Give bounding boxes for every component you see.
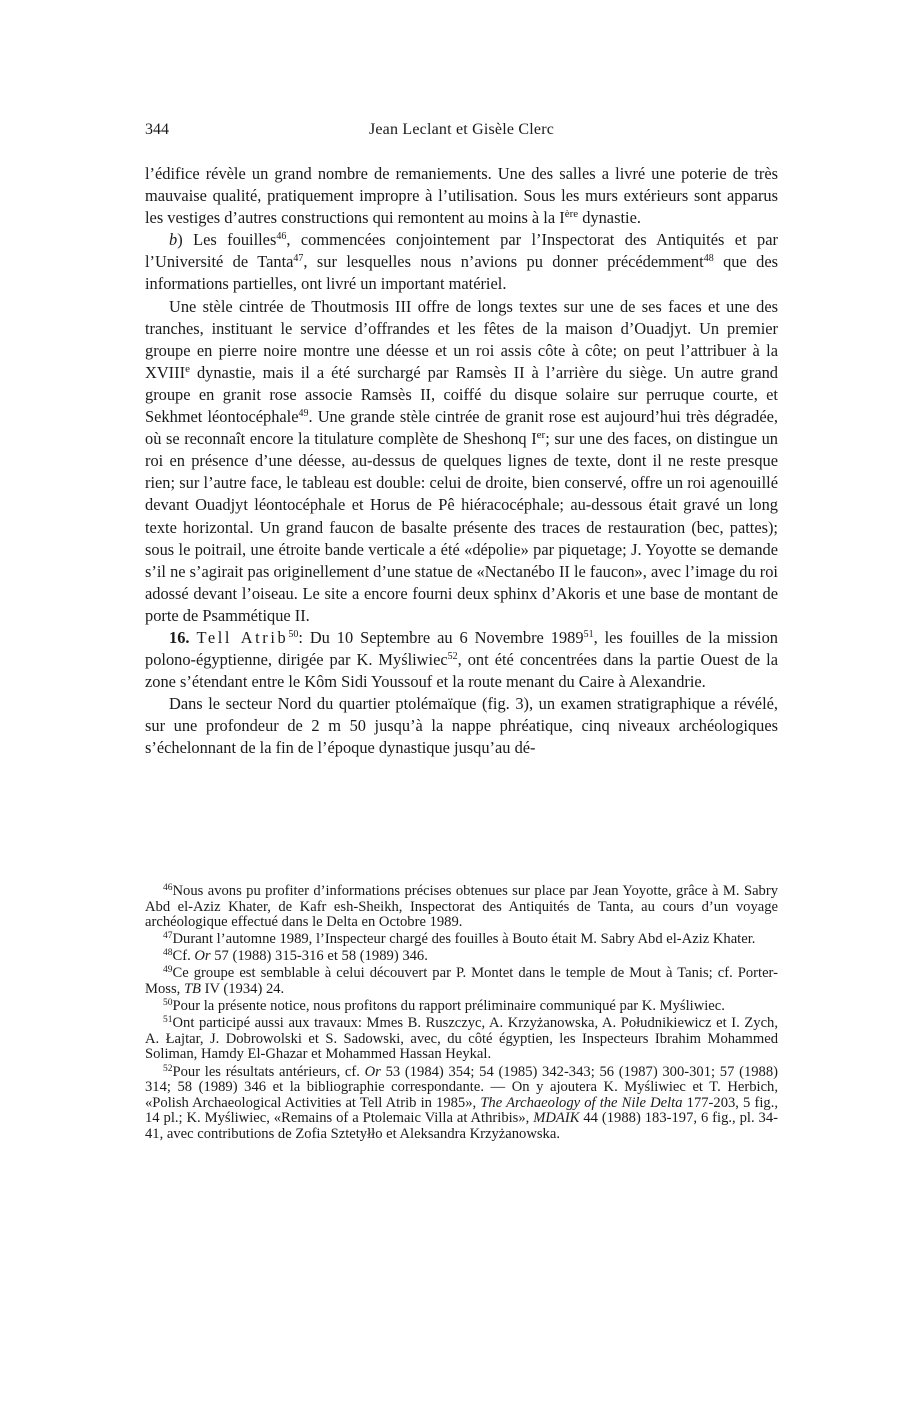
footnote-number: 50 (163, 998, 173, 1009)
paragraph-4: 16. Tell Atrib$^{50}$: Du 10 Septembre au 6 Novembre 1989$^{51}$, les fouilles de la mission polono-égyptienne, dirigée par K. Myśliwiec$^{52}$, ont été concentrées dans la partie Ouest de la zone s’étendant entre le Kôm Sidi Youssouf et la route menant du Caire à Alexandrie. (145, 627, 778, 692)
footnotes (145, 884, 778, 1144)
journal-title: The Archaeology of the Nile Delta (480, 1094, 683, 1111)
footnote-number: 52 (163, 1063, 173, 1074)
footnote-ref-52[interactable]: 52 (447, 651, 458, 663)
footnote-51: $^{51}$Ont participé aussi aux travaux: Mmes B. Ruszczyc, A. Krzyżanowska, A. Południkiewicz et I. Zych, A. Łajtar, J. Dobrowolski et S. Sadowski, avec, du côté égyptien, les Inspecteurs Ibrahim Mohammed Soliman, Hamdy El-Ghazar et Mohammed Hassan Heykal. (145, 1015, 778, 1063)
footnote-ref-48[interactable]: 48 (703, 253, 714, 265)
paragraph-1: l’édifice révèle un grand nombre de remaniements. Une des salles a livré une poterie de très mauvaise qualité, pratiquement impropre à l’utilisation. Sous les murs extérieurs sont apparus les vestiges d’autres constructions qui remontent au moins à la Ière dynastie. (145, 164, 778, 228)
page-number: 344 (145, 121, 169, 138)
body-text (145, 163, 778, 760)
journal-abbrev: Or (194, 948, 211, 965)
footnote-number: 51 (163, 1015, 173, 1026)
footnote-number: 47 (163, 931, 173, 942)
superscript: e (185, 362, 190, 375)
footnote-47: $^{47}$Durant l’automne 1989, l’Inspecteur chargé des fouilles à Bouto était M. Sabry Abd el-Aziz Khater. (163, 931, 756, 948)
footnote-ref-51[interactable]: 51 (583, 628, 594, 640)
running-head (145, 120, 778, 144)
running-title: Jean Leclant et Gisèle Clerc (368, 121, 555, 138)
journal-abbrev: Or (364, 1063, 381, 1080)
superscript: ère (564, 208, 579, 221)
superscript: er (536, 429, 546, 442)
section-number: 16. (169, 627, 190, 647)
site-name: Tell Atrib (196, 627, 289, 647)
footnote-49: $^{49}$Ce groupe est semblable à celui découvert par P. Montet dans le temple de Mout à Tanis; cf. Porter-Moss, TB IV (1934) 24. (145, 965, 778, 998)
footnote-46: $^{46}$Nous avons pu profiter d’informations précises obtenues sur place par Jean Yoyotte, grâce à M. Sabry Abd el-Aziz Khater, de Kafr esh-Sheikh, Inspectorat des Antiquités de Tanta, au cours d’un voyage archéologique effectué dans le Delta en Octobre 1989. (145, 883, 778, 931)
footnote-ref-47[interactable]: 47 (293, 253, 304, 265)
footnote-number: 48 (163, 948, 173, 959)
footnote-ref-50[interactable]: 50 (288, 628, 299, 640)
footnote-52: $^{52}$Pour les résultats antérieurs, cf. Or 53 (1984) 354; 54 (1985) 342-343; 56 (1987) 300-301; 57 (1988) 314; 58 (1989) 346 et la bibliographie correspondante. — On y ajoutera K. Myśliwiec et T. Herbich, «Polish Archaeological Activities at Tell Atrib in 1985», The Archaeology of the Nile Delta 177-203, 5 fig., 14 pl.; K. Myśliwiec, «Remains of a Ptolemaic Villa at Athribis», MDAIK 44 (1988) 183-197, 6 fig., pl. 34-41, avec contributions de Zofia Sztetyłło et Aleksandra Krzyżanowska. (145, 1063, 779, 1142)
journal-abbrev: MDAIK (533, 1110, 580, 1127)
footnote-number: 49 (163, 965, 173, 976)
footnote-ref-46[interactable]: 46 (276, 231, 287, 243)
footnote-number: 46 (163, 883, 173, 893)
item-label: b (169, 230, 178, 250)
journal-abbrev: TB (183, 981, 201, 998)
paragraph-3: Une stèle cintrée de Thoutmosis III offre de longs textes sur une de ses faces et une des tranches, instituant le service d’offrandes et les fêtes de la maison d’Ouadjyt. Un premier groupe en pierre noire montre une déesse et un roi assis côte à côte; on peut l’attribuer à la XVIIIe dynastie, mais il a été surchargé par Ramsès II à l’arrière du siège. Un autre grand groupe en granit rose associe Ramsès II, coiffé du disque solaire sur perruque courte, et Sekhmet léontocéphale$^{49}$. Une grande stèle cintrée de granit rose est aujourd’hui très dégradée, où se reconnaît encore la titulature complète de Sheshonq Ier; sur une des faces, on distingue un roi en présence d’une déesse, au-dessus de quelques lignes de texte, dont il ne reste presque rien; sur l’autre face, le tableau est double: celui de droite, bien conservé, offre un roi agenouillé devant Ouadjyt léontocéphale et Horus de Pê hiéracocéphale; au-dessous était gravé un long texte horizontal. Un grand faucon de basalte présente des traces de restauration (bec, pattes); sous le poitrail, une étroite bande verticale a été «dépolie» par piquetage; J. Yoyotte se demande s’il ne s’agirait pas originellement d’une statue de «Nectanébo II le faucon», avec l’image du roi adossé devant l’oiseau. Le site a encore fourni deux sphinx d’Akoris et une base de montant de porte de Psammétique II. (145, 296, 778, 625)
paragraph-2: b) Les fouilles$^{46}$, commencées conjointement par l’Inspectorat des Antiquités et par l’Université de Tanta$^{47}$, sur lesquelles nous n’avions pu donner précédemment$^{48}$ que des informations partielles, ont livré un important matériel. (145, 230, 778, 294)
footnote-48: $^{48}$Cf. Or 57 (1988) 315-316 et 58 (1989) 346. (163, 948, 428, 965)
paragraph-5: Dans le secteur Nord du quartier ptolémaïque (fig. 3), un examen stratigraphique a révélé, sur une profondeur de 2 m 50 jusqu’à la nappe phréatique, cinq niveaux archéologiques s’échelonnant de la fin de l’époque dynastique jusqu’au dé- (145, 694, 778, 758)
footnote-ref-49[interactable]: 49 (298, 408, 309, 420)
footnote-50: $^{50}$Pour la présente notice, nous profitons du rapport préliminaire communiqué par K. Myśliwiec. (163, 998, 725, 1015)
